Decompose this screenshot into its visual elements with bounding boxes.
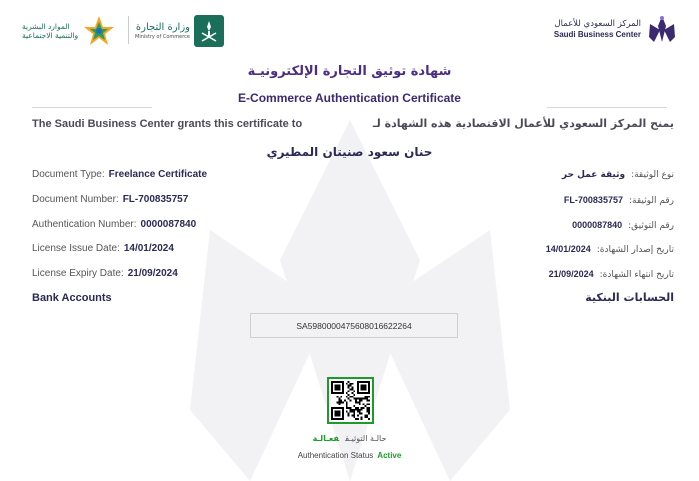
qr-code[interactable] <box>327 377 374 424</box>
expiry-date-label-ar: تاريخ انتهاء الشهادة: <box>599 270 674 280</box>
sbc-english-name: Saudi Business Center <box>553 29 641 39</box>
row-expiry-date-ar <box>549 269 674 280</box>
document-type-value: Freelance Certificate <box>108 169 208 180</box>
row-document-type-en <box>32 169 207 180</box>
issue-date-value: 14/01/2024 <box>123 243 174 254</box>
document-type-label: Document Type: <box>32 169 105 180</box>
title-arabic: شهادة توثيق التجارة الإلكترونيـة <box>247 64 452 79</box>
row-issue-date-en <box>32 243 174 254</box>
row-auth-number-en <box>32 219 196 230</box>
row-document-number-ar <box>564 195 674 206</box>
row-auth-number-ar <box>572 220 674 231</box>
auth-number-label: Authentication Number: <box>32 219 137 230</box>
status-label-ar: حالـة التوثيـق <box>345 434 387 443</box>
row-document-number-en <box>32 194 188 205</box>
iban-box <box>250 313 458 338</box>
issue-date-value-ar: 14/01/2024 <box>545 244 591 254</box>
sbc-mark-icon <box>647 14 677 44</box>
document-number-label: Document Number: <box>32 194 119 205</box>
document-number-value-ar: FL-700835757 <box>563 195 623 205</box>
saudi-emblem-icon <box>194 15 224 47</box>
expiry-date-value: 21/09/2024 <box>127 268 178 279</box>
title-english: E-Commerce Authentication Certificate <box>238 91 461 105</box>
header-separator <box>128 16 129 44</box>
mhrsd-logo <box>22 14 122 48</box>
mhrsd-line-2: والتنمية الاجتماعية <box>22 31 79 40</box>
issue-date-label: License Issue Date: <box>32 243 120 254</box>
row-document-type-ar <box>562 170 674 180</box>
sbc-arabic-name: المركز السعودي للأعمال <box>554 18 641 29</box>
status-value-ar: فعـالـة <box>312 434 340 443</box>
status-english <box>0 451 699 460</box>
background-emblem-icon <box>190 110 510 481</box>
document-number-label-ar: رقم الوثيقة: <box>628 196 674 206</box>
divider-right <box>547 107 667 108</box>
row-expiry-date-en <box>32 268 178 279</box>
moc-arabic-name: وزارة التجارة <box>135 21 190 33</box>
moc-logo <box>135 14 225 48</box>
auth-number-value: 0000087840 <box>140 219 197 230</box>
document-number-value: FL-700835757 <box>122 194 189 205</box>
sbc-logo <box>554 14 677 44</box>
holder-name: حنان سعود صنيتان المطيري <box>266 145 433 159</box>
row-issue-date-ar <box>546 244 674 255</box>
bank-accounts-heading-ar: الحسابات البنكية <box>585 291 674 304</box>
iban-value: SA5980000475608016622264 <box>296 320 412 331</box>
issue-date-label-ar: تاريخ إصدار الشهادة: <box>596 245 674 255</box>
auth-number-value-ar: 0000087840 <box>572 220 623 230</box>
divider-left <box>32 107 152 108</box>
mhrsd-line-1: الموارد البشرية <box>22 22 70 31</box>
document-type-value-ar: وثيقة عمل حر <box>561 170 626 180</box>
qr-code-icon <box>331 381 370 420</box>
mhrsd-star-icon <box>82 14 116 48</box>
bank-accounts-heading: Bank Accounts <box>32 292 112 304</box>
auth-number-label-ar: رقم التوثيق: <box>628 221 674 231</box>
expiry-date-label: License Expiry Date: <box>32 268 124 279</box>
grant-text-english: The Saudi Business Center grants this certificate to <box>32 118 303 130</box>
document-type-label-ar: نوع الوثيقة: <box>631 170 674 180</box>
status-arabic <box>0 434 699 443</box>
expiry-date-value-ar: 21/09/2024 <box>548 269 594 279</box>
moc-english-name: Ministry of Commerce <box>135 33 190 40</box>
grant-text-arabic: يمنح المركز السعودي للأعمال الاقتصادية هذه الشهادة لـ <box>372 117 674 130</box>
status-label: Authentication Status <box>297 451 374 460</box>
status-value: Active <box>377 451 402 460</box>
header <box>0 12 699 52</box>
